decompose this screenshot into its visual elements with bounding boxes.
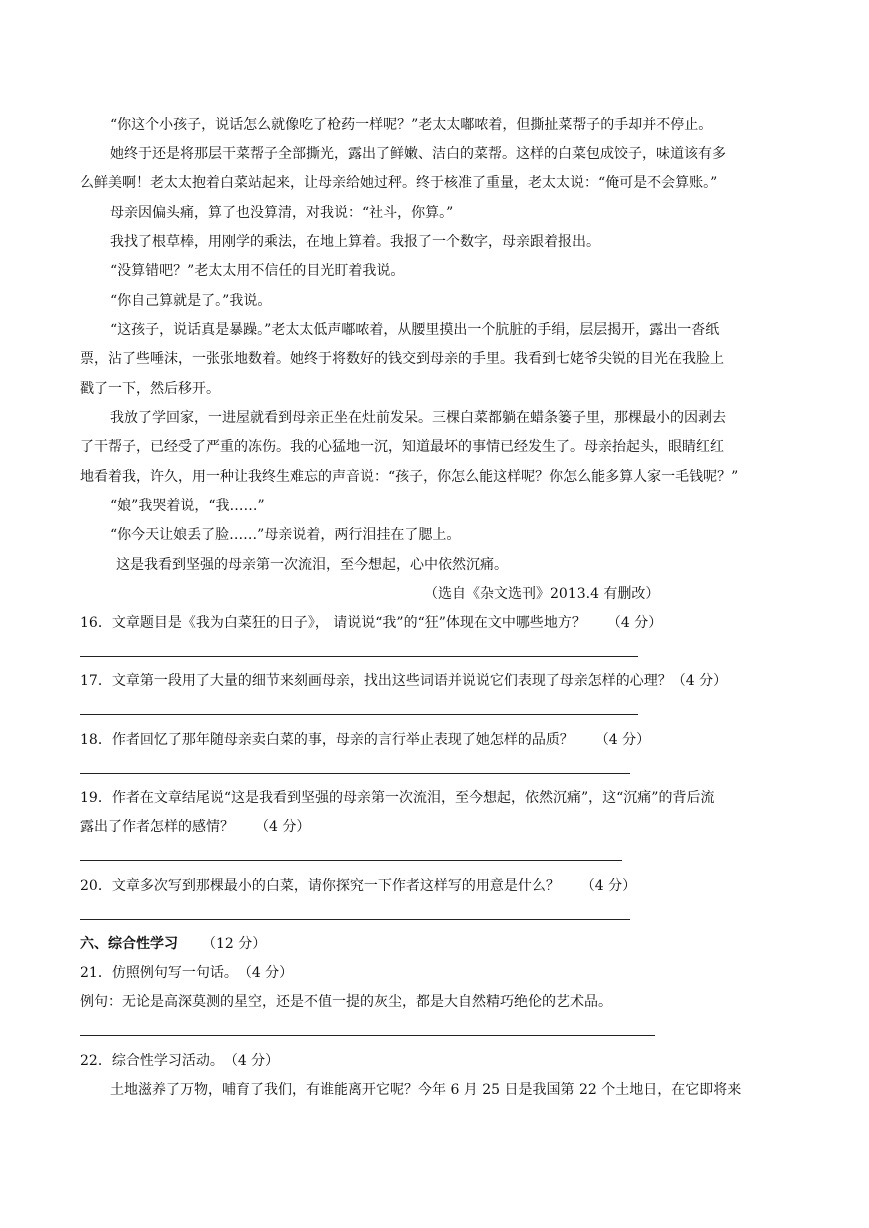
passage-paragraph-4: 我找了根草棒，用刚学的乘法，在地上算着。我报了一个数字，母亲跟着报出。: [110, 234, 600, 250]
question-18: 18．作者回忆了那年随母亲卖白菜的事，母亲的言行举止表现了她怎样的品质？ （4 分）: [80, 732, 651, 748]
question-19-line-1: 19．作者在文章结尾说“这是我看到坚强的母亲第一次流泪，至今想起，依然沉痛”，这“沉痛”的背后流: [80, 790, 715, 806]
question-22-text: 土地滋养了万物，哺育了我们，有谁能离开它呢？今年 6 月 25 日是我国第 22 个土地日，在它即将来: [110, 1082, 742, 1098]
passage-paragraph-7-line-2: 票，沾了些唾沫，一张张地数着。她终于将数好的钱交到母亲的手里。我看到七姥爷尖锐的目光在我脸上: [80, 351, 724, 367]
question-22: 22．综合性学习活动。 （4 分）: [80, 1053, 280, 1069]
passage-paragraph-7-line-1: “这孩子，说话真是暴躁。”老太太低声嘟哝着，从腰里摸出一个肮脏的手绢，层层揭开，露出一沓纸: [110, 322, 720, 338]
passage-paragraph-5: “没算错吧？”老太太用不信任的目光盯着我说。: [110, 263, 405, 279]
question-20: 20．文章多次写到那棵最小的白菜，请你探究一下作者这样写的用意是什么？ （4 分）: [80, 878, 637, 894]
passage-paragraph-6: “你自己算就是了。”我说。: [110, 293, 272, 309]
passage-paragraph-7-line-3: 戳了一下，然后移开。: [80, 381, 220, 397]
passage-paragraph-3: 母亲因偏头痛，算了也没算清，对我说：“社斗，你算。”: [110, 205, 454, 221]
answer-line-20[interactable]: [80, 919, 630, 920]
answer-line-16[interactable]: [80, 656, 638, 657]
answer-line-19[interactable]: [80, 860, 622, 861]
passage-paragraph-2-line-2: 么鲜美啊！老太太抱着白菜站起来，让母亲给她过秤。终于核准了重量，老太太说：“俺可是不会算账。”: [80, 175, 718, 191]
question-19-line-2: 露出了作者怎样的感情？ （4 分）: [80, 819, 311, 835]
passage-paragraph-2-line-1: 她终于还是将那层干菜帮子全部撕光，露出了鲜嫩、洁白的菜帮。这样的白菜包成饺子，味道该有多: [110, 146, 726, 162]
passage-paragraph-11: 这是我看到坚强的母亲第一次流泪，至今想起，心中依然沉痛。: [116, 557, 508, 573]
section-6-score: （12 分）: [202, 936, 267, 952]
passage-paragraph-10: “你今天让娘丢了脸……”母亲说着，两行泪挂在了腮上。: [110, 527, 461, 543]
question-16: 16．文章题目是《我为白菜狂的日子》， 请说说“我”的“狂”体现在文中哪些地方？ （4 分）: [80, 615, 663, 631]
passage-paragraph-8-line-3: 地看着我，许久，用一种让我终生难忘的声音说：“孩子，你怎么能这样呢？你怎么能多算人家一毛钱呢？”: [80, 469, 739, 485]
answer-line-18[interactable]: [80, 773, 630, 774]
answer-line-17[interactable]: [80, 714, 638, 715]
passage-paragraph-1: “你这个小孩子，说话怎么就像吃了枪药一样呢？”老太太嘟哝着，但撕扯菜帮子的手却并不停止。: [110, 117, 713, 133]
section-6-heading: 六、综合性学习: [80, 936, 178, 952]
passage-source: （选自《杂文选刊》2013.4 有删改）: [424, 586, 660, 602]
question-21: 21．仿照例句写一句话。 （4 分）: [80, 965, 294, 981]
question-21-example: 例句：无论是高深莫测的星空，还是不值一提的灰尘，都是大自然精巧绝伦的艺术品。: [80, 994, 612, 1010]
section-6-title: [80, 935, 266, 953]
passage-paragraph-8-line-2: 了干帮子，已经受了严重的冻伤。我的心猛地一沉，知道最坏的事情已经发生了。母亲抬起头，眼睛红红: [80, 439, 724, 455]
passage-paragraph-8-line-1: 我放了学回家，一进屋就看到母亲正坐在灶前发呆。三棵白菜都躺在蜡条篓子里，那棵最小的因剥去: [110, 410, 726, 426]
passage-paragraph-9: “娘”我哭着说，“我……”: [110, 498, 265, 514]
question-17: 17．文章第一段用了大量的细节来刻画母亲，找出这些词语并说说它们表现了母亲怎样的心理？（4 分）: [80, 673, 728, 689]
answer-line-21[interactable]: [80, 1035, 655, 1036]
